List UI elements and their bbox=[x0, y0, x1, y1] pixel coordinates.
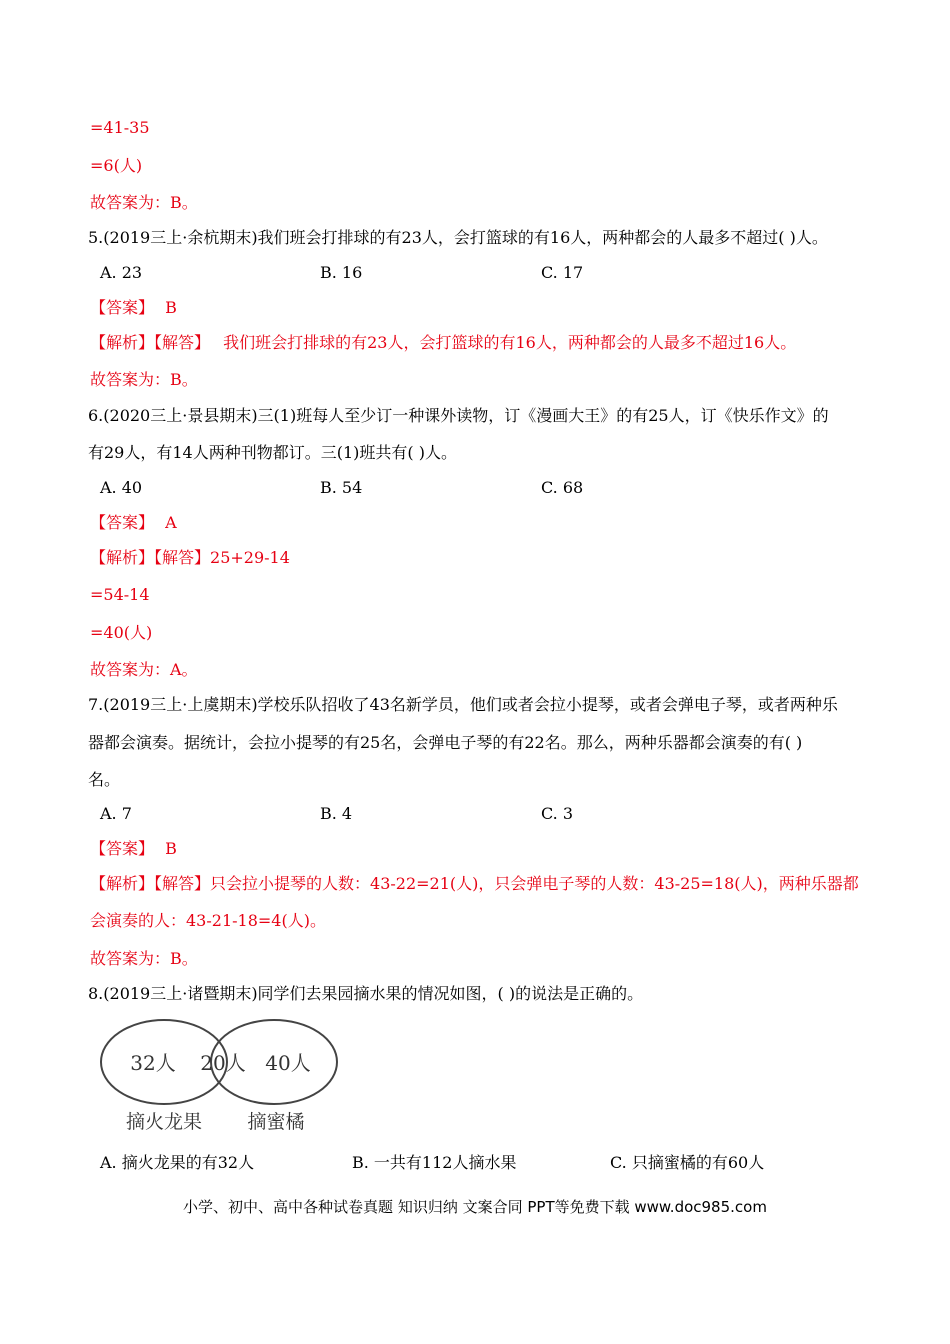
q7-conclusion: 故答案为：B。 bbox=[90, 949, 198, 968]
q6-answer-value: A bbox=[165, 513, 177, 532]
q5-conclusion: 故答案为：B。 bbox=[90, 370, 198, 389]
q5-analysis bbox=[90, 333, 796, 353]
q7-analysis-text-1: 只会拉小提琴的人数：43-22=21(人)，只会弹电子琴的人数：43-25=18(人)，两种乐器都 bbox=[210, 874, 859, 893]
q5-answer bbox=[90, 298, 177, 318]
q6-answer-label: 【答案】 bbox=[90, 513, 155, 532]
q6-analysis-label: 【解析】【解答】 bbox=[90, 548, 211, 567]
q5-option-c: C. 17 bbox=[541, 263, 584, 282]
q6-option-c: C. 68 bbox=[541, 478, 584, 497]
q5-analysis-label: 【解析】【解答】 bbox=[90, 333, 211, 352]
q6-analysis bbox=[90, 548, 290, 568]
calc-step-1: =41-35 bbox=[90, 118, 150, 137]
q6-stem-line-1: 6.(2020三上·景县期末)三(1)班每人至少订一种课外读物，订《漫画大王》的有25人，订《快乐作文》的 bbox=[88, 406, 829, 425]
q7-analysis-line-2: 会演奏的人：43-21-18=4(人)。 bbox=[90, 911, 326, 930]
q6-conclusion: 故答案为：A。 bbox=[90, 660, 198, 679]
q6-stem-line-2: 有29人，有14人两种刊物都订。三(1)班共有( )人。 bbox=[88, 443, 457, 462]
q8-stem: 8.(2019三上·诸暨期末)同学们去果园摘水果的情况如图，( )的说法是正确的。 bbox=[88, 984, 644, 1003]
venn-left-label: 摘火龙果 bbox=[125, 1111, 203, 1133]
q7-analysis-label: 【解析】【解答】 bbox=[90, 874, 211, 893]
venn-right-value: 40人 bbox=[265, 1051, 311, 1075]
q7-stem-line-1: 7.(2019三上·上虞期末)学校乐队招收了43名新学员，他们或者会拉小提琴，或者会弹电子琴，或者两种乐 bbox=[88, 695, 838, 714]
venn-diagram bbox=[96, 1014, 346, 1136]
q5-answer-value: B bbox=[165, 298, 177, 317]
calc-step-2: =6(人) bbox=[90, 156, 143, 175]
q6-option-b: B. 54 bbox=[320, 478, 363, 497]
q7-answer-value: B bbox=[165, 839, 177, 858]
q7-option-c: C. 3 bbox=[541, 804, 574, 823]
q5-stem: 5.(2019三上·余杭期末)我们班会打排球的有23人，会打篮球的有16人，两种都会的人最多不超过( )人。 bbox=[88, 228, 828, 247]
q7-option-b: B. 4 bbox=[320, 804, 353, 823]
q8-option-b: B. 一共有112人摘水果 bbox=[352, 1153, 517, 1172]
q6-step-2: =40(人) bbox=[90, 623, 153, 642]
q7-option-a: A. 7 bbox=[100, 804, 132, 823]
q7-answer bbox=[90, 839, 177, 859]
q6-step-1: =54-14 bbox=[90, 585, 150, 604]
q7-stem-line-3: 名。 bbox=[88, 770, 121, 789]
venn-right-label: 摘蜜橘 bbox=[247, 1111, 305, 1133]
page-footer: 小学、初中、高中各种试卷真题 知识归纳 文案合同 PPT等免费下载 www.doc985.com bbox=[183, 1198, 767, 1216]
q7-answer-label: 【答案】 bbox=[90, 839, 155, 858]
q8-option-c: C. 只摘蜜橘的有60人 bbox=[610, 1153, 765, 1172]
conclusion: 故答案为：B。 bbox=[90, 193, 198, 212]
venn-left-value: 32人 bbox=[130, 1051, 176, 1075]
q6-option-a: A. 40 bbox=[100, 478, 143, 497]
q5-analysis-text: 我们班会打排球的有23人，会打篮球的有16人，两种都会的人最多不超过16人。 bbox=[223, 333, 797, 352]
q8-option-a: A. 摘火龙果的有32人 bbox=[100, 1153, 255, 1172]
q7-stem-line-2: 器都会演奏。据统计，会拉小提琴的有25名，会弹电子琴的有22名。那么，两种乐器都会演奏的有( ) bbox=[88, 733, 803, 752]
q5-option-a: A. 23 bbox=[100, 263, 143, 282]
q6-analysis-text: 25+29-14 bbox=[210, 548, 290, 567]
q6-answer bbox=[90, 513, 177, 533]
q5-option-b: B. 16 bbox=[320, 263, 363, 282]
q5-answer-label: 【答案】 bbox=[90, 298, 155, 317]
q7-analysis-line-1 bbox=[90, 874, 859, 894]
venn-middle-value: 20人 bbox=[200, 1051, 246, 1075]
